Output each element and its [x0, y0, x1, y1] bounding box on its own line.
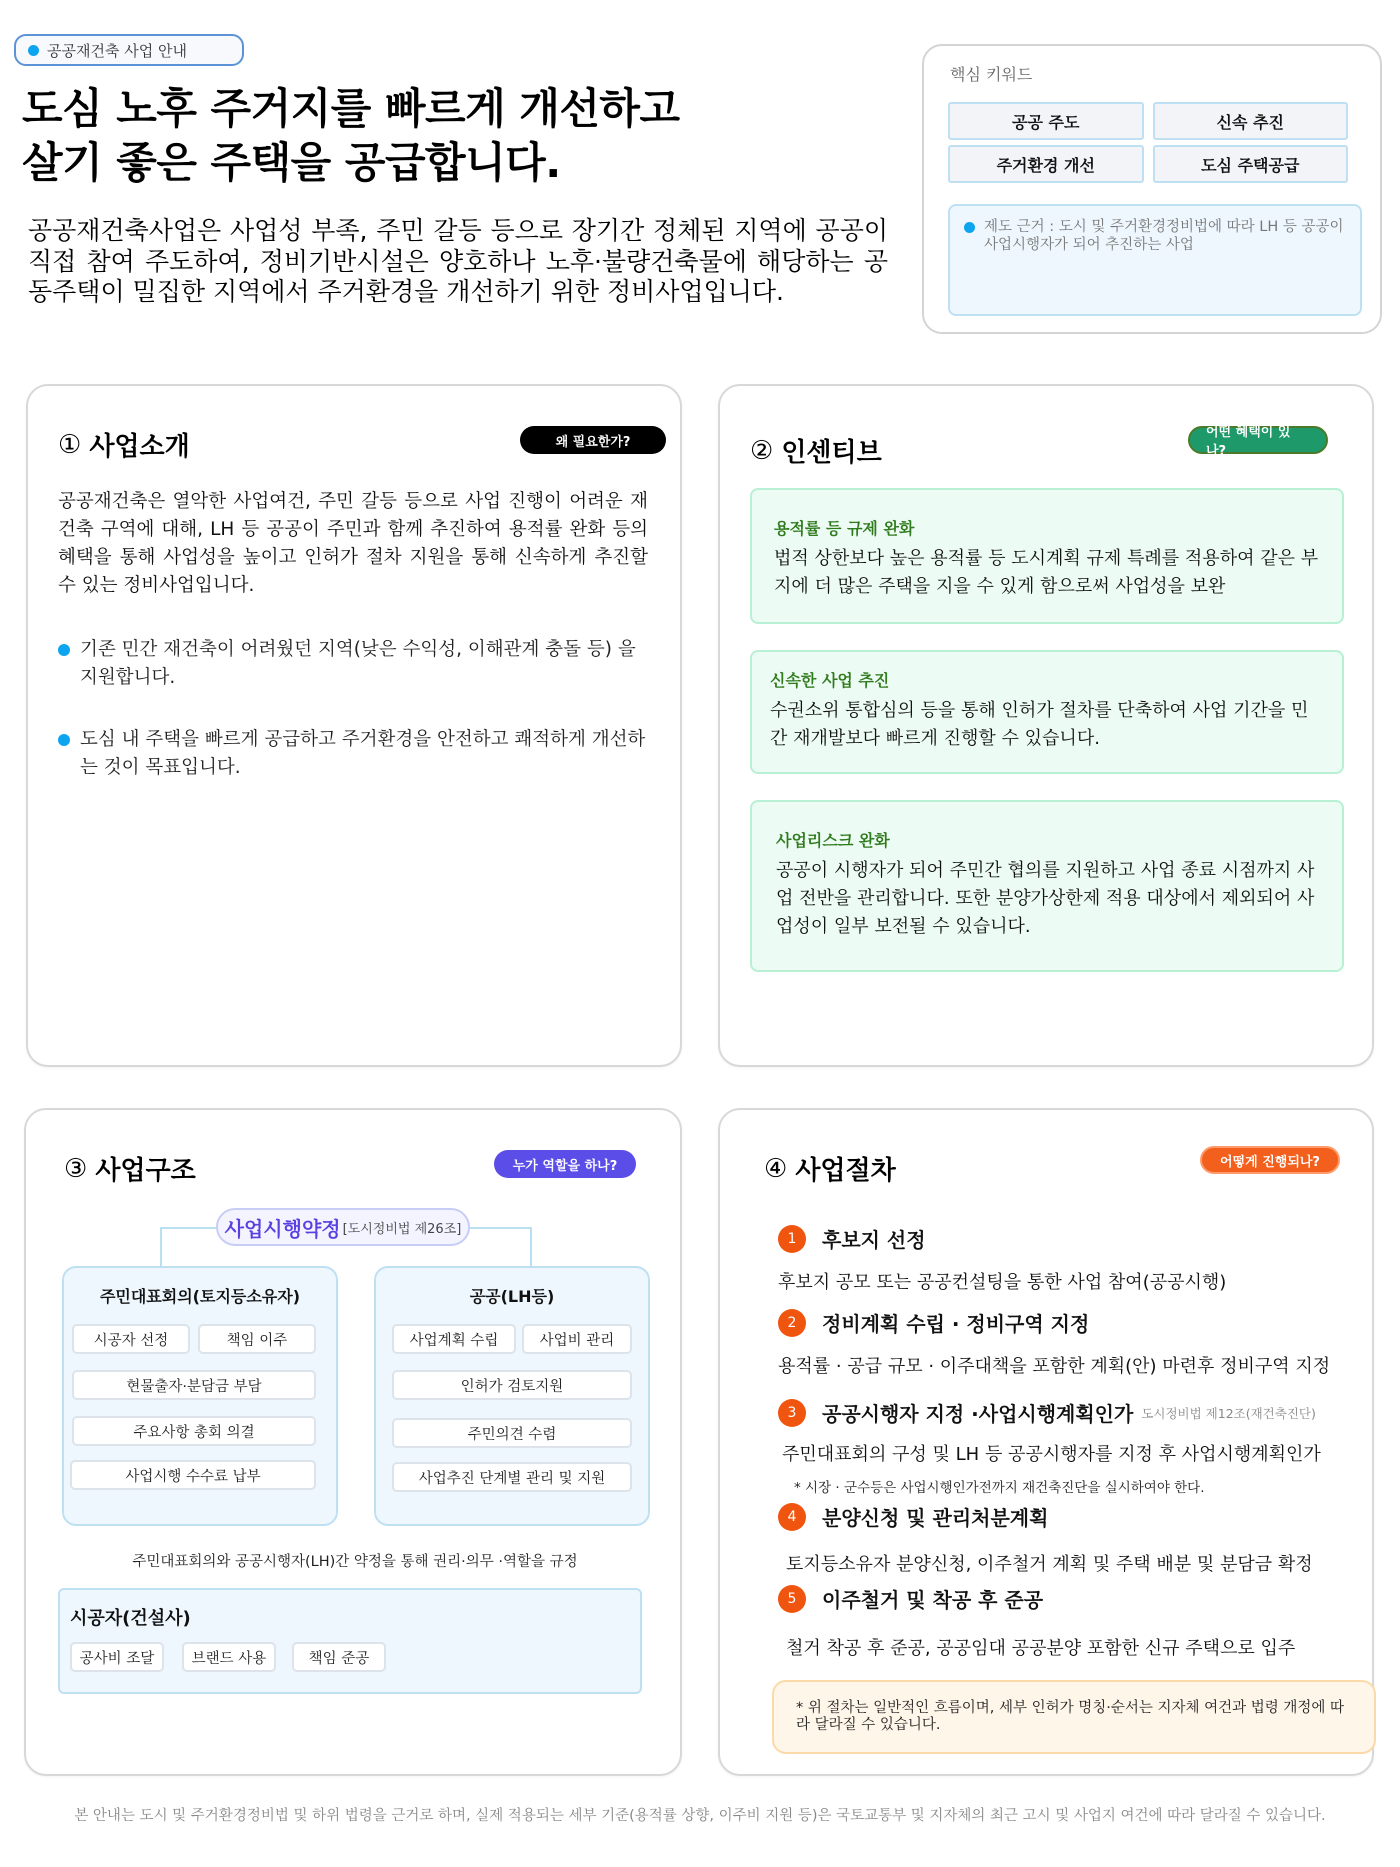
bullet-dot-icon	[58, 734, 70, 746]
step-number-badge: 3	[778, 1399, 806, 1427]
residents-role-box	[62, 1266, 338, 1526]
page-title-line1: 도심 노후 주거지를 빠르게 개선하고	[22, 84, 680, 133]
section-title	[64, 1150, 196, 1187]
role-task: 사업계획 수립	[392, 1324, 516, 1354]
connector-line	[160, 1227, 216, 1267]
bullet-dot-icon	[28, 45, 39, 56]
agreement-ref: [도시정비법 제26조]	[342, 1221, 462, 1237]
question-badge: 어떻게 진행되나?	[1200, 1146, 1340, 1174]
section-body: 공공재건축은 열악한 사업여건, 주민 갈등 등으로 사업 진행이 어려운 재건축 구역에 대해, LH 등 공공이 주민과 함께 추진하여 용적률 완화 등의 혜택을 통해 사업성을 높이고 인허가 절차 지원을 통해 신속하게 추진할 수 있는 정비사업입니다.	[58, 491, 648, 596]
bullet-item	[58, 726, 658, 782]
keyword-chip: 도심 주택공급	[1153, 145, 1349, 183]
step-legal-ref: 도시정비법 제12조(재건축진단)	[1141, 1405, 1316, 1421]
role-task: 시공자 선정	[72, 1324, 190, 1354]
question-badge: 어떤 혜택이 있나?	[1188, 426, 1328, 454]
role-task: 사업추진 단계별 관리 및 지원	[392, 1462, 632, 1492]
keyword-chip: 주거환경 개선	[948, 145, 1144, 183]
section-incentive-card	[718, 384, 1374, 1067]
role-task: 브랜드 사용	[182, 1642, 276, 1672]
process-step	[778, 1224, 926, 1253]
role-heading: 주민대표회의(토지등소유자)	[99, 1287, 301, 1306]
page-title-line2: 살기 좋은 주택을 공급합니다.	[22, 138, 561, 187]
role-task: 사업비 관리	[522, 1324, 632, 1354]
role-task: 인허가 검토지원	[392, 1370, 632, 1400]
section-process-card	[718, 1108, 1374, 1776]
step-description: 용적률 · 공급 규모 · 이주대책을 포함한 계획(안) 마련후 정비구역 지정	[778, 1356, 1331, 1377]
step-description: 주민대표회의 구성 및 LH 등 공공시행자를 지정 후 사업시행계획인가	[782, 1444, 1321, 1465]
step-number-badge: 2	[778, 1309, 806, 1337]
step-number-badge: 1	[778, 1225, 806, 1253]
process-step	[778, 1584, 1043, 1613]
section-number: ②	[750, 435, 774, 466]
agreement-title: 사업시행약정	[224, 1216, 341, 1241]
keywords-grid	[948, 102, 1348, 183]
category-tag	[14, 34, 244, 66]
process-step	[778, 1308, 1089, 1337]
process-step	[778, 1398, 1316, 1427]
incentive-body: 공공이 시행자가 되어 주민간 협의를 지원하고 사업 종료 시점까지 사업 전반을 관리합니다. 또한 분양가상한제 적용 대상에서 제외되어 사업성이 일부 보전될 수 있습니다.	[776, 860, 1315, 937]
section-title	[764, 1150, 896, 1187]
role-task: 책임 준공	[292, 1642, 386, 1672]
keywords-card	[922, 44, 1382, 334]
incentive-heading: 용적률 등 규제 완화	[774, 519, 915, 538]
step-number-badge: 5	[778, 1585, 806, 1613]
step-title: 분양신청 및 관리처분계획	[822, 1506, 1049, 1530]
section-title-text: 인센티브	[781, 438, 882, 468]
incentive-heading: 사업리스크 완화	[776, 831, 890, 850]
bullet-item	[58, 636, 658, 692]
role-heading: 시공자(건설사)	[70, 1608, 191, 1629]
step-description: 후보지 공모 또는 공공컨설팅을 통한 사업 참여(공공시행)	[778, 1272, 1227, 1293]
bullet-dot-icon	[964, 222, 975, 233]
incentive-heading: 신속한 사업 추진	[770, 671, 890, 690]
step-number-badge: 4	[778, 1503, 806, 1531]
role-task: 주요사항 총회 의결	[72, 1416, 316, 1446]
section-title-text: 사업절차	[795, 1156, 896, 1186]
intro-paragraph: 공공재건축사업은 사업성 부족, 주민 갈등 등으로 장기간 정체된 지역에 공공이 직접 참여 주도하여, 정비기반시설은 양호하나 노후·불량건축물에 해당하는 공동주택이 밀집한 지역에서 주거환경을 개선하기 위한 정비사업입니다.	[28, 216, 888, 306]
section-intro-card	[26, 384, 682, 1067]
role-task: 사업시행 수수료 납부	[70, 1460, 316, 1490]
bullet-text: 도심 내 주택을 빠르게 공급하고 주거환경을 안전하고 쾌적하게 개선하는 것이 목표입니다.	[80, 729, 646, 778]
step-description: 토지등소유자 분양신청, 이주철거 계획 및 주택 배분 및 분담금 확정	[786, 1554, 1313, 1575]
public-role-box	[374, 1266, 650, 1526]
keyword-chip: 공공 주도	[948, 102, 1144, 140]
bullet-text: 기존 민간 재건축이 어려웠던 지역(낮은 수익성, 이해관계 충돌 등) 을 지원합니다.	[80, 639, 636, 688]
incentive-item	[750, 488, 1344, 624]
connector-line	[470, 1227, 532, 1267]
keyword-chip: 신속 추진	[1153, 102, 1349, 140]
section-title	[58, 426, 190, 463]
keywords-label: 핵심 키워드	[950, 65, 1033, 84]
legal-basis-text: 제도 근거 : 도시 및 주거환경정비법에 따라 LH 등 공공이 사업시행자가 되어 추진하는 사업	[984, 219, 1344, 253]
step-note: * 시장 · 군수등은 사업시행인가전까지 재건축진단을 실시하여야 한다.	[794, 1480, 1205, 1496]
section-structure-card	[24, 1108, 682, 1776]
section-title	[750, 432, 882, 469]
legal-basis-note	[948, 204, 1362, 316]
step-title: 공공시행자 지정 ·사업시행계획인가	[822, 1402, 1134, 1426]
process-step	[778, 1502, 1048, 1531]
role-heading: 공공(LH등)	[469, 1287, 555, 1306]
section-title-text: 사업구조	[95, 1156, 196, 1186]
step-title: 이주철거 및 착공 후 준공	[822, 1588, 1044, 1612]
section-number: ①	[58, 429, 82, 460]
role-task: 책임 이주	[198, 1324, 316, 1354]
step-description: 철거 착공 후 준공, 공공임대 공공분양 포함한 신규 주택으로 입주	[786, 1638, 1296, 1659]
section-number: ③	[64, 1153, 88, 1184]
section-number: ④	[764, 1153, 788, 1184]
agreement-pill	[216, 1208, 470, 1246]
incentive-item	[750, 650, 1344, 774]
page-title	[22, 82, 680, 190]
builder-role-box	[58, 1588, 642, 1694]
role-task: 공사비 조달	[70, 1642, 164, 1672]
agreement-description: 주민대표회의와 공공시행자(LH)간 약정을 통해 권리·의무 ·역할을 규정	[132, 1554, 578, 1570]
category-tag-label: 공공재건축 사업 안내	[47, 41, 187, 60]
role-task: 현물출자·분담금 부담	[72, 1370, 316, 1400]
step-title: 후보지 선정	[822, 1228, 926, 1252]
step-title: 정비계획 수립 · 정비구역 지정	[822, 1312, 1090, 1336]
question-badge: 왜 필요한가?	[520, 426, 666, 454]
bullet-dot-icon	[58, 644, 70, 656]
section-title-text: 사업소개	[89, 432, 190, 462]
process-disclaimer: * 위 절차는 일반적인 흐름이며, 세부 인허가 명칭·순서는 지자체 여건과 법령 개정에 따라 달라질 수 있습니다.	[772, 1680, 1376, 1754]
role-task: 주민의견 수렴	[392, 1418, 632, 1448]
footer-note: 본 안내는 도시 및 주거환경정비법 및 하위 법령을 근거로 하며, 실제 적용되는 세부 기준(용적률 상향, 이주비 지원 등)은 국토교통부 및 지자체의 최근 고시 및 사업지 여건에 따라 달라질 수 있습니다.	[74, 1808, 1326, 1824]
incentive-body: 법적 상한보다 높은 용적률 등 도시계획 규제 특례를 적용하여 같은 부지에 더 많은 주택을 지을 수 있게 함으로써 사업성을 보완	[774, 548, 1319, 597]
question-badge: 누가 역할을 하나?	[494, 1150, 636, 1178]
incentive-body: 수권소위 통합심의 등을 통해 인허가 절차를 단축하여 사업 기간을 민간 재개발보다 빠르게 진행할 수 있습니다.	[770, 700, 1309, 749]
incentive-item	[750, 800, 1344, 972]
